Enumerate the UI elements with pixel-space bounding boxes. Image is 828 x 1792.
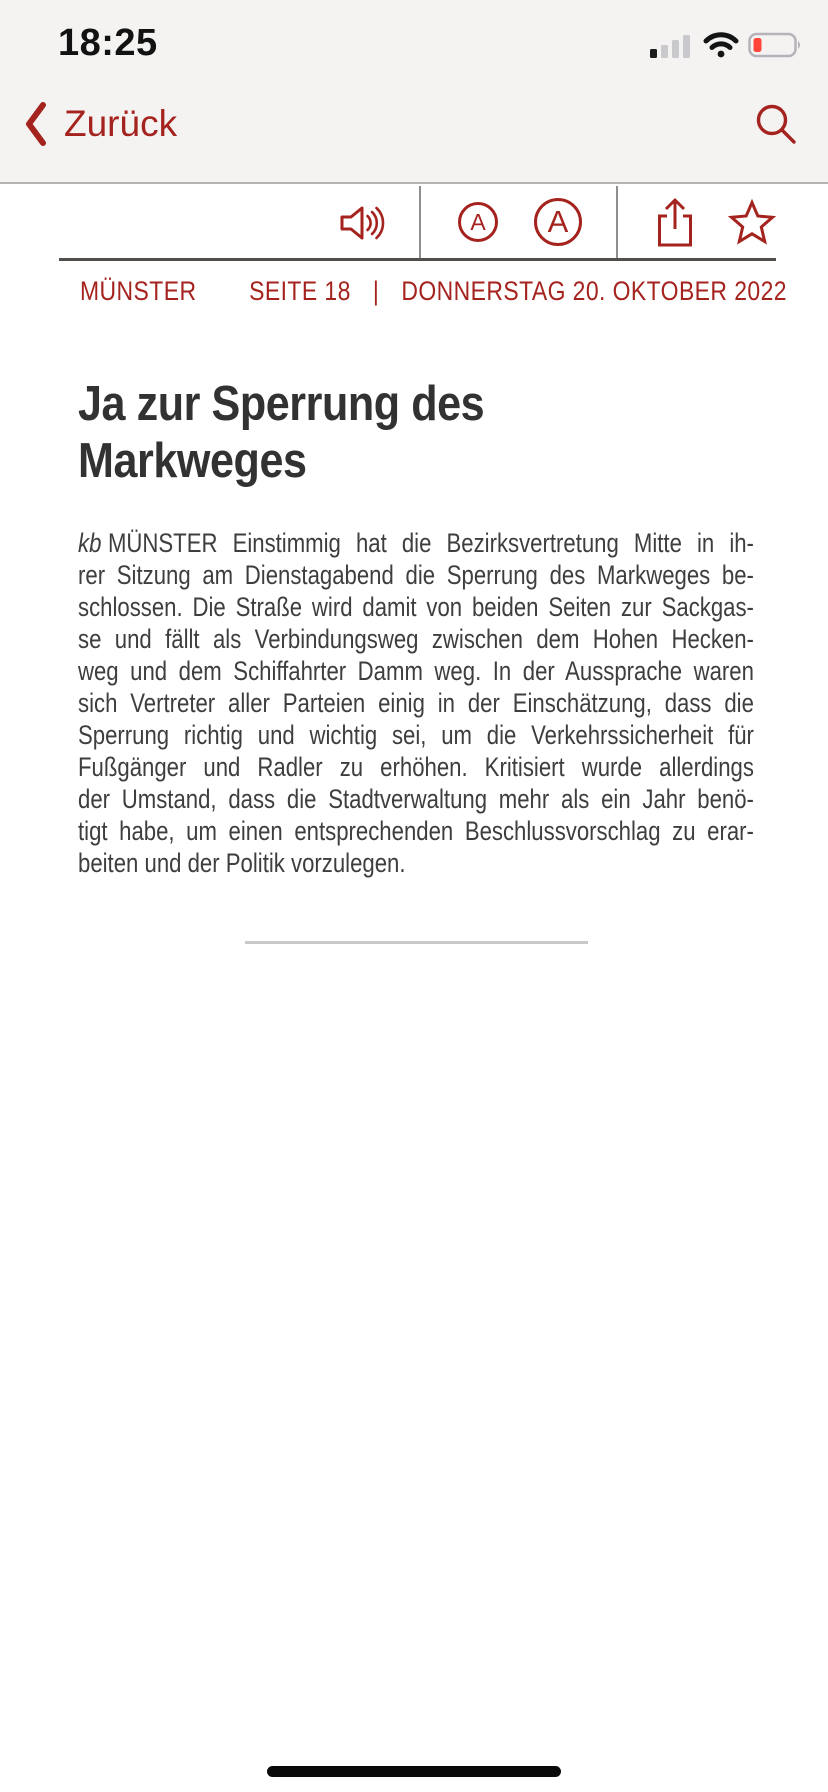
- font-smaller-button[interactable]: [458, 202, 498, 242]
- speaker-read-aloud-icon: [336, 198, 386, 248]
- toolbar-divider: [616, 186, 618, 260]
- meta-date: DONNERSTAG 20. OKTOBER 2022: [401, 276, 787, 306]
- article-byline: kb: [78, 528, 102, 558]
- body-line: rer Sitzung am Dienstagabend die Sperrung des Markweges be-: [78, 560, 754, 590]
- status-time: 18:25: [58, 22, 158, 64]
- article-meta: [80, 276, 787, 307]
- toolbar-divider: [419, 186, 421, 260]
- font-smaller-icon: A: [470, 208, 486, 235]
- article-end-divider: [245, 941, 588, 944]
- battery-icon: [748, 32, 802, 58]
- meta-separator: |: [372, 276, 380, 306]
- body-line: tigt habe, um einen entsprechenden Beschlussvorschlag zu erar-: [78, 816, 754, 846]
- body-line: sich Vertreter aller Parteien einig in der Einschätzung, dass die: [78, 688, 754, 718]
- font-larger-icon: A: [547, 204, 569, 239]
- body-line: Sperrung richtig und wichtig sei, um die Verkehrssicherheit für: [78, 720, 754, 750]
- search-icon: [754, 102, 800, 148]
- body-line: kb MÜNSTER Einstimmig hat die Bezirksvertretung Mitte in ih-: [78, 528, 754, 558]
- search-button[interactable]: [754, 102, 800, 148]
- status-bar: [0, 0, 828, 88]
- article-title-line: Ja zur Sperrung des: [78, 377, 485, 431]
- share-icon: [653, 195, 697, 251]
- body-line: weg und dem Schiffahrter Damm weg. In der Aussprache waren: [78, 656, 754, 686]
- article-toolbar: [0, 184, 828, 262]
- status-icons: [650, 32, 802, 58]
- cellular-signal-icon: [650, 32, 694, 58]
- body-line: se und fällt als Verbindungsweg zwischen dem Hohen Hecken-: [78, 624, 754, 654]
- back-button[interactable]: [24, 98, 177, 150]
- nav-bar: [0, 88, 828, 184]
- chevron-left-icon: [24, 100, 48, 148]
- font-larger-button[interactable]: [534, 198, 582, 246]
- back-button-label: Zurück: [64, 103, 178, 144]
- star-bookmark-icon: [727, 199, 777, 247]
- body-line: Fußgänger und Radler zu erhöhen. Kritisiert wurde allerdings: [78, 752, 754, 782]
- bookmark-button[interactable]: [727, 199, 777, 247]
- home-indicator[interactable]: [267, 1766, 561, 1777]
- toolbar-underline: [59, 258, 776, 261]
- article-title: [78, 376, 754, 490]
- read-aloud-button[interactable]: [336, 198, 386, 248]
- body-line: beiten und der Politik vorzulegen.: [78, 848, 406, 878]
- body-line: der Umstand, dass die Stadtverwaltung mehr als ein Jahr benö-: [78, 784, 754, 814]
- body-line: schlossen. Die Straße wird damit von beiden Seiten zur Sackgas-: [78, 592, 754, 622]
- share-button[interactable]: [653, 195, 697, 251]
- wifi-icon: [703, 32, 739, 58]
- article-body: [78, 527, 754, 879]
- article-title-line: Markweges: [78, 434, 307, 488]
- meta-page: SEITE 18: [249, 276, 351, 306]
- meta-section: MÜNSTER: [80, 276, 197, 306]
